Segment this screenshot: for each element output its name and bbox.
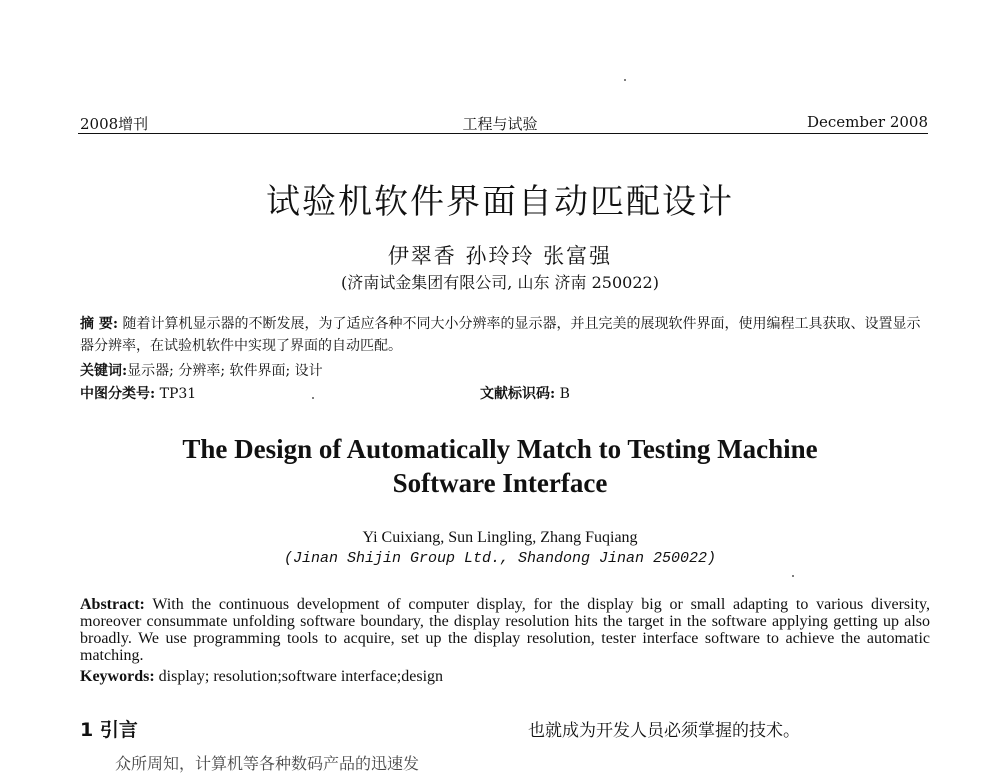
running-header-journal: 工程与试验 [462, 115, 538, 133]
english-title [0, 432, 1000, 500]
english-authors: Yi Cuixiang, Sun Lingling, Zhang Fuqiang [362, 529, 638, 546]
running-header-issue: 2008增刊 [80, 115, 149, 133]
header-rule [78, 133, 928, 134]
english-abstract [80, 596, 930, 664]
body-text-cut-line: 众所周知，计算机等各种数码产品的迅速发 [115, 754, 420, 773]
chinese-title: 试验机软件界面自动匹配设计 [266, 182, 734, 222]
scan-speck [312, 397, 314, 399]
english-keywords-label: Keywords: [80, 668, 155, 685]
english-abstract-text: With the continuous development of computer display, for the display big or small adapting to various diversity, moreover consummate unfolding software boundary, the display resolution hits the target in the software applying getting up also broadly. We use programming tools to acquire, set up the display resolution, tester interface software to achieve the automatic matching. [80, 596, 930, 664]
scan-speck [792, 575, 794, 577]
chinese-abstract-label: 摘 要: [80, 316, 119, 332]
english-keywords [80, 668, 443, 686]
scan-speck [624, 79, 626, 81]
chinese-keywords-label: 关键词: [80, 363, 128, 379]
english-title-line-1: The Design of Automatically Match to Testing Machine [182, 434, 818, 464]
english-title-line-2: Software Interface [392, 468, 608, 498]
document-code-value: B [555, 386, 570, 402]
chinese-affiliation: (济南试金集团有限公司, 山东 济南 250022) [341, 273, 659, 292]
chinese-authors: 伊翠香 孙玲玲 张富强 [387, 244, 613, 268]
document-code [480, 383, 570, 403]
english-affiliation: (Jinan Shijin Group Ltd., Shandong Jinan 250022) [283, 550, 717, 567]
chinese-keywords-text: 显示器; 分辨率; 软件界面; 设计 [127, 363, 323, 379]
chinese-keywords [80, 360, 930, 382]
section-heading-introduction: 1 引言 [80, 719, 138, 741]
chinese-abstract-text: 随着计算机显示器的不断发展，为了适应各种不同大小分辨率的显示器，并且完美的展现软件界面，使用编程工具获取、设置显示器分辨率，在试验机软件中实现了界面的自动匹配。 [80, 316, 921, 354]
chinese-abstract [80, 313, 930, 357]
english-keywords-text: display; resolution;software interface;design [154, 668, 444, 685]
english-abstract-label: Abstract: [80, 596, 145, 613]
document-code-label: 文献标识码: [480, 386, 556, 402]
right-column-text: 也就成为开发人员必须掌握的技术。 [528, 721, 800, 741]
running-header-date: December 2008 [807, 113, 928, 131]
classification-number [80, 383, 196, 403]
classification-label: 中图分类号: [80, 386, 156, 402]
classification-value: TP31 [155, 386, 197, 402]
